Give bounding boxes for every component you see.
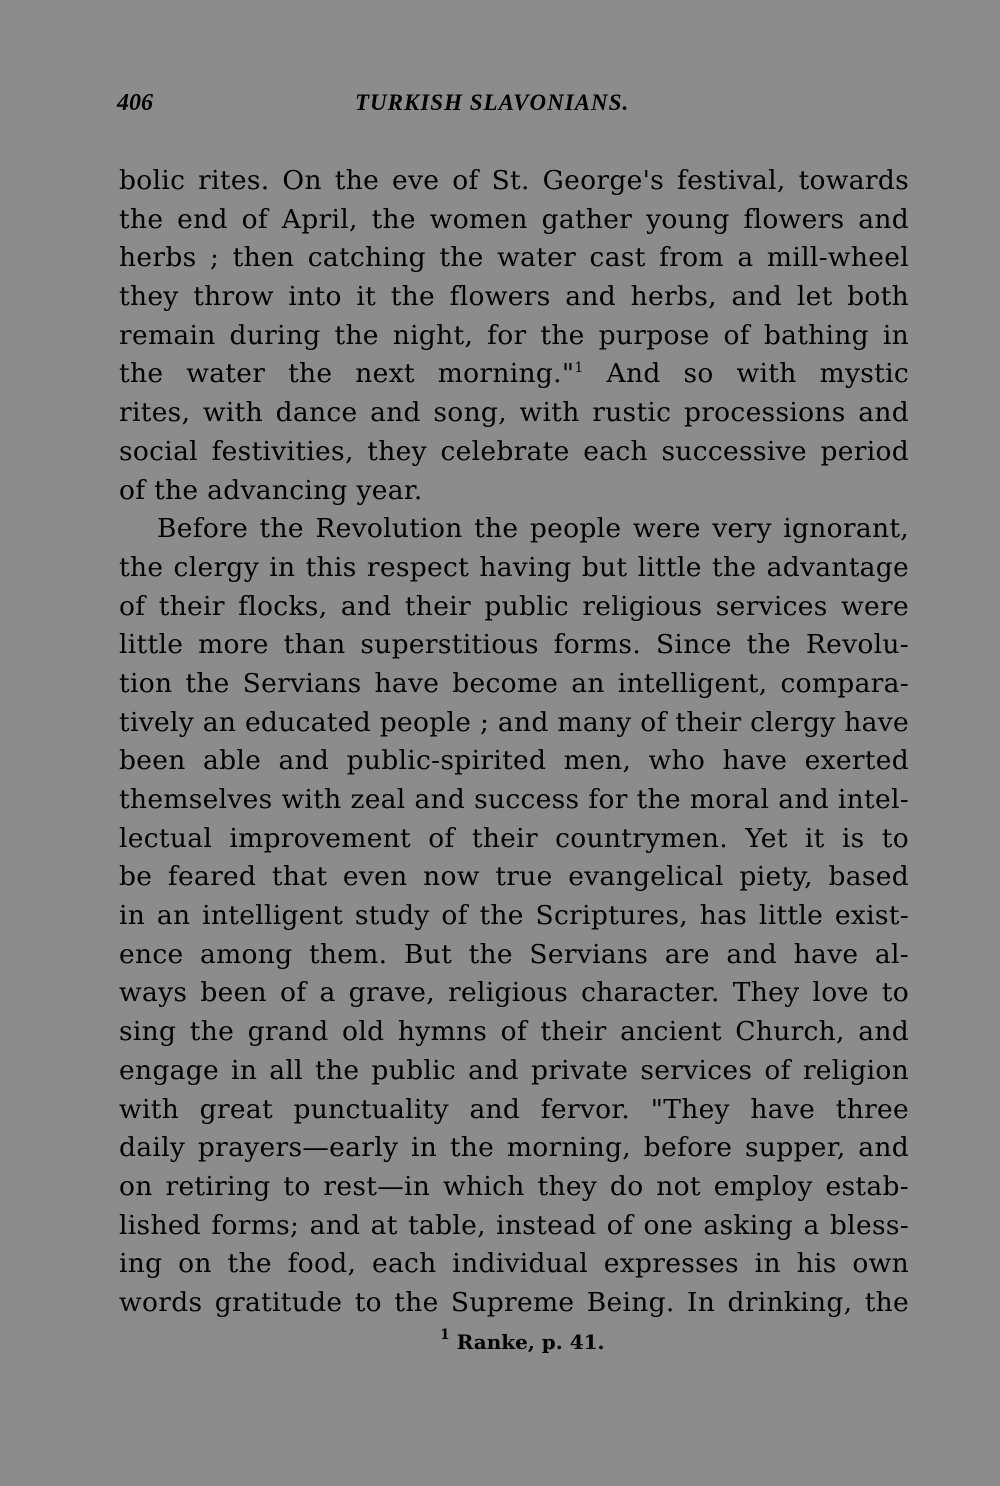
text-line-with-footnote — [119, 355, 909, 394]
text-line: of the advancing year. — [119, 474, 423, 506]
text-line: sing the grand old hymns of their ancient Church, and — [119, 1016, 909, 1048]
text-line: on retiring to rest—in which they do not employ estab- — [119, 1170, 909, 1202]
text-line: tively an educated people ; and many of their clergy have — [119, 706, 909, 738]
text-line: the clergy in this respect having but little the advantage — [119, 551, 909, 583]
text-line: bolic rites. On the eve of St. George's festival, towards — [119, 165, 909, 196]
footnote-text: Ranke, p. 41. — [456, 1330, 605, 1354]
running-title: TURKISH SLAVONIANS. — [355, 90, 630, 115]
text-line: ways been of a grave, religious character. They love to — [119, 977, 909, 1009]
text-line: lished forms; and at table, instead of one asking a bless- — [119, 1209, 909, 1241]
text-line: little more than superstitious forms. Since the Revolu- — [119, 629, 909, 661]
text-line: be feared that even now true evangelical piety, based — [119, 861, 909, 893]
text-line: lectual improvement of their countrymen. Yet it is to — [119, 822, 909, 854]
paragraph-2 — [119, 510, 909, 1322]
text-line: Before the Revolution the people were very ignorant, — [157, 513, 909, 545]
footnote-marker: 1 — [574, 360, 584, 377]
text-line: remain during the night, for the purpose of bathing in — [119, 319, 909, 351]
text-line: words gratitude to the Supreme Being. In drinking, the — [119, 1286, 909, 1318]
text-line: the end of April, the women gather young flowers and — [119, 203, 909, 235]
text-line: social festivities, they celebrate each successive period — [119, 435, 909, 467]
text-line: with great punctuality and fervor. "They have three — [119, 1093, 909, 1125]
text-line: daily prayers—early in the morning, before supper, and — [119, 1132, 909, 1164]
text-line: themselves with zeal and success for the moral and intel- — [119, 784, 909, 815]
footnote-marker: 1 — [440, 1327, 450, 1343]
text-line: engage in all the public and private services of religion — [119, 1054, 909, 1086]
text-line: in an intelligent study of the Scriptures, has little exist- — [119, 900, 909, 932]
running-head — [117, 90, 907, 126]
text-line: herbs ; then catching the water cast from a mill-wheel — [119, 242, 909, 274]
text-line: tion the Servians have become an intelligent, compara- — [119, 667, 909, 699]
footnote — [440, 1327, 605, 1354]
text-line: been able and public-spirited men, who have exerted — [119, 745, 909, 777]
text-line: ence among them. But the Servians are and have al- — [119, 938, 909, 970]
body-text — [119, 162, 909, 1323]
text-line-end: And so with mystic — [583, 358, 909, 390]
text-line: ing on the food, each individual expresses in his own — [119, 1248, 909, 1280]
text-line: they throw into it the flowers and herbs, and let both — [119, 281, 909, 313]
text-line: of their flocks, and their public religious services were — [119, 590, 909, 622]
page-number: 406 — [117, 90, 153, 116]
paragraph-1 — [119, 162, 909, 510]
text-line: rites, with dance and song, with rustic processions and — [119, 397, 909, 429]
text-line-start: the water the next morning." — [119, 358, 575, 390]
